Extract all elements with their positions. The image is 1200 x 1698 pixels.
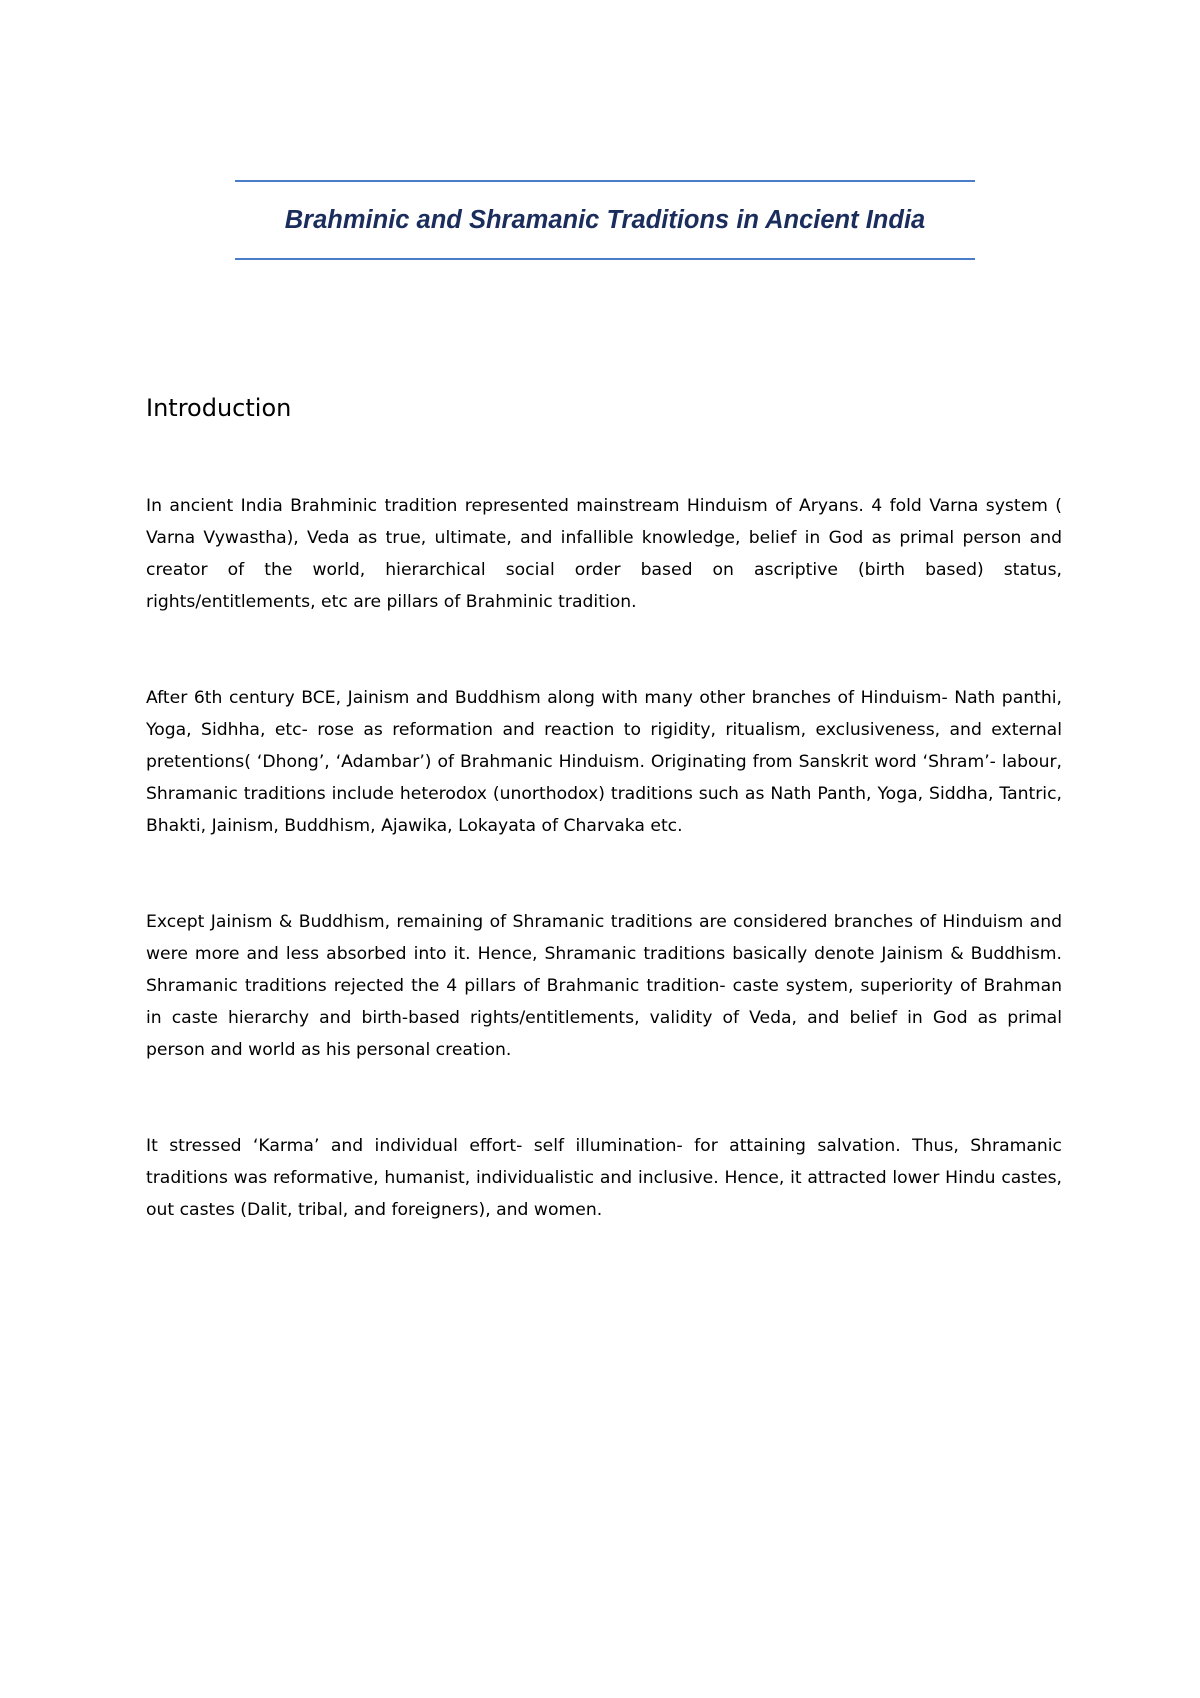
paragraph-4: It stressed ‘Karma’ and individual effort- self illumination- for attaining salvation. Thus, Shramanic traditions was reformative, humanist, individualistic and inclusive. Hence, it attracted lower Hindu castes, out castes (Dalit, tribal, and foreigners), and women.	[146, 1136, 1062, 1220]
document-body	[146, 383, 1062, 1290]
document-title: Brahminic and Shramanic Traditions in Ancient India	[284, 206, 926, 234]
title-bottom-rule	[235, 258, 975, 260]
title-block	[235, 180, 975, 260]
paragraph-2: After 6th century BCE, Jainism and Buddhism along with many other branches of Hinduism- Nath panthi, Yoga, Sidhha, etc- rose as reformation and reaction to rigidity, ritualism, exclusiveness, and external pretentions( ‘Dhong’, ‘Adambar’) of Brahmanic Hinduism. Originating from Sanskrit word ‘Shram’- labour, Shramanic traditions include heterodox (unorthodox) traditions such as Nath Panth, Yoga, Siddha, Tantric, Bhakti, Jainism, Buddhism, Ajawika, Lokayata of Charvaka etc.	[146, 688, 1062, 836]
paragraph-1: In ancient India Brahminic tradition represented mainstream Hinduism of Aryans. 4 fold Varna system ( Varna Vywastha), Veda as true, ultimate, and infallible knowledge, belief in God as primal person and creator of the world, hierarchical social order based on ascriptive (birth based) status, rights/entitlements, etc are pillars of Brahminic tradition.	[146, 496, 1062, 612]
section-heading: Introduction	[146, 394, 292, 422]
paragraph-3: Except Jainism & Buddhism, remaining of Shramanic traditions are considered branches of Hinduism and were more and less absorbed into it. Hence, Shramanic traditions basically denote Jainism & Buddhism. Shramanic traditions rejected the 4 pillars of Brahmanic tradition- caste system, superiority of Brahman in caste hierarchy and birth-based rights/entitlements, validity of Veda, and belief in God as primal person and world as his personal creation.	[146, 912, 1062, 1060]
